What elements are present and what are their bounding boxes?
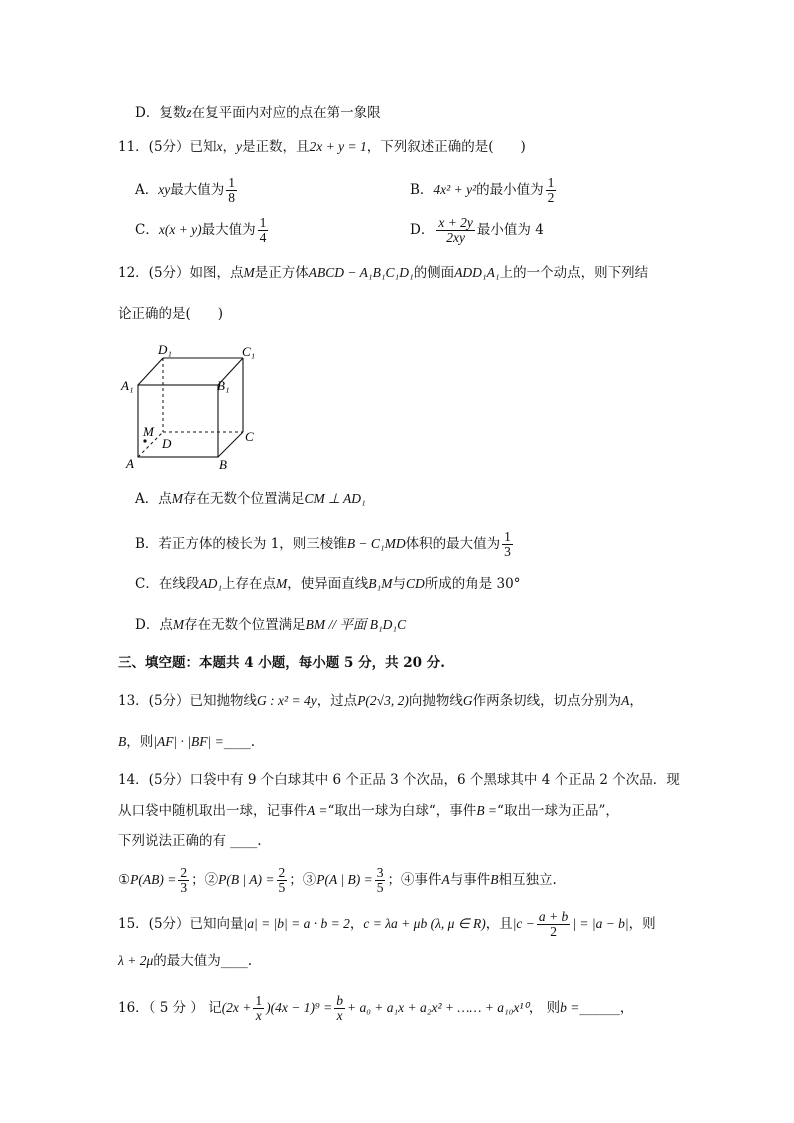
q11-stem: 11．(5分）已知x，y是正数，且2x + y = 1，下列叙述正确的是( ) bbox=[118, 139, 526, 155]
label-c: C bbox=[245, 429, 254, 444]
q14-line2: 从口袋中随机取出一球，记事件A =“取出一球为白球“，事件B =“取出一球为正品”， bbox=[118, 803, 619, 819]
fraction: $\frac{1}{x}$ bbox=[255, 993, 263, 1023]
label-d1: D₁ bbox=[158, 342, 172, 357]
q12-stem-line2: 论正确的是( ) bbox=[118, 306, 224, 322]
q12-option-a: A．点M存在无数个位置满足CM ⊥ AD₁ bbox=[135, 491, 366, 507]
fraction: $\frac{b}{x}$ bbox=[336, 993, 343, 1023]
q14-line3: 下列说法正确的有 ____. bbox=[118, 833, 262, 849]
edge-a1-d1 bbox=[138, 358, 163, 385]
cube-front-face bbox=[138, 385, 218, 457]
fraction: $\frac{1}{2}$ bbox=[547, 175, 555, 205]
q13-stem-line2: B，则|AF| · |BF| =____. bbox=[118, 734, 255, 750]
q12-stem-line1: 12．(5分）如图，点M是正方体ABCD − A₁B₁C₁D₁的侧面ADD₁A₁上的一个动点，则下列结 bbox=[118, 265, 649, 281]
fraction: $\frac{1}{8}$ bbox=[228, 175, 235, 205]
label-c1: C₁ bbox=[242, 344, 256, 359]
cube-figure bbox=[118, 340, 268, 475]
q12-option-d: D．点M存在无数个位置满足BM // 平面 B₁D₁C bbox=[135, 617, 407, 633]
q14-line1: 14．(5分）口袋中有 9 个白球其中 6 个正品 3 个次品，6 个黑球其中 4 个正品 2 个次品．现 bbox=[118, 772, 680, 788]
fraction: $\frac{3}{5}$ bbox=[376, 865, 384, 895]
label-d: D bbox=[162, 436, 172, 451]
q16-stem: 16．（ 5 分 ） 记(2x + $\frac{1}{x}$ )(4x − 1)⁹ = $\frac{b}{x}$ + a₀ + a₁x + a₂x² + …… + a₁₀x¹⁰， 则b =______， bbox=[118, 993, 634, 1023]
q11-option-c: C．x(x + y)最大值为 $\frac{1}{4}$ bbox=[135, 215, 267, 245]
fraction: $\frac{2}{3}$ bbox=[180, 865, 188, 895]
label-b1: B₁ bbox=[217, 378, 230, 393]
q12-option-b: B．若正方体的棱长为 1，则三棱锥B − C₁MD体积的最大值为 $\frac{1}{3}$ bbox=[135, 529, 511, 559]
q15-line2: λ + 2μ的最大值为____. bbox=[118, 953, 253, 969]
q15-stem: 15．(5分）已知向量|a| = |b| = a · b = 2，c = λa + μb (λ, μ ∈ R)，且|c − $\frac{a + b}{2}$ | = |a − b|，则 bbox=[118, 909, 656, 939]
q12-option-c: C．在线段AD₁上存在点M，使异面直线B₁M与CD所成的角是 30° bbox=[135, 576, 521, 592]
fraction: $\frac{1}{4}$ bbox=[259, 215, 267, 245]
section-title: 三、填空题：本题共 4 小题，每小题 5 分，共 20 分. bbox=[118, 655, 445, 671]
q10-option-d: D．复数z在复平面内对应的点在第一象限 bbox=[135, 105, 381, 121]
label-a: A bbox=[126, 456, 134, 471]
q11-option-d: D． $\frac{x + 2y}{2xy}$ 最小值为 4 bbox=[410, 215, 544, 245]
fraction: $\frac{1}{3}$ bbox=[504, 529, 511, 559]
label-m: M bbox=[143, 424, 154, 439]
fraction: $\frac{a + b}{2}$ bbox=[538, 909, 569, 939]
edge-b-c bbox=[218, 432, 243, 457]
q11-option-a: A．xy最大值为 $\frac{1}{8}$ bbox=[135, 175, 235, 205]
q14-statements: ①P(AB) = $\frac{2}{3}$ ；②P(B | A) = $\frac{2}{5}$ ；③P(A | B) = $\frac{3}{5}$ ；④事件A与事件B相互独立. bbox=[118, 865, 557, 895]
label-a1: A₁ bbox=[121, 378, 134, 393]
q11-option-b: B．4x² + y²的最小值为 $\frac{1}{2}$ bbox=[410, 175, 555, 205]
point-m-dot bbox=[143, 439, 146, 442]
fraction: $\frac{x + 2y}{2xy}$ bbox=[438, 215, 473, 245]
q13-stem-line1: 13．(5分）已知抛物线G : x² = 4y，过点P(2√3, 2)向抛物线G作两条切线，切点分别为A， bbox=[118, 693, 643, 709]
label-b: B bbox=[219, 457, 227, 472]
fraction: $\frac{2}{5}$ bbox=[278, 865, 286, 895]
